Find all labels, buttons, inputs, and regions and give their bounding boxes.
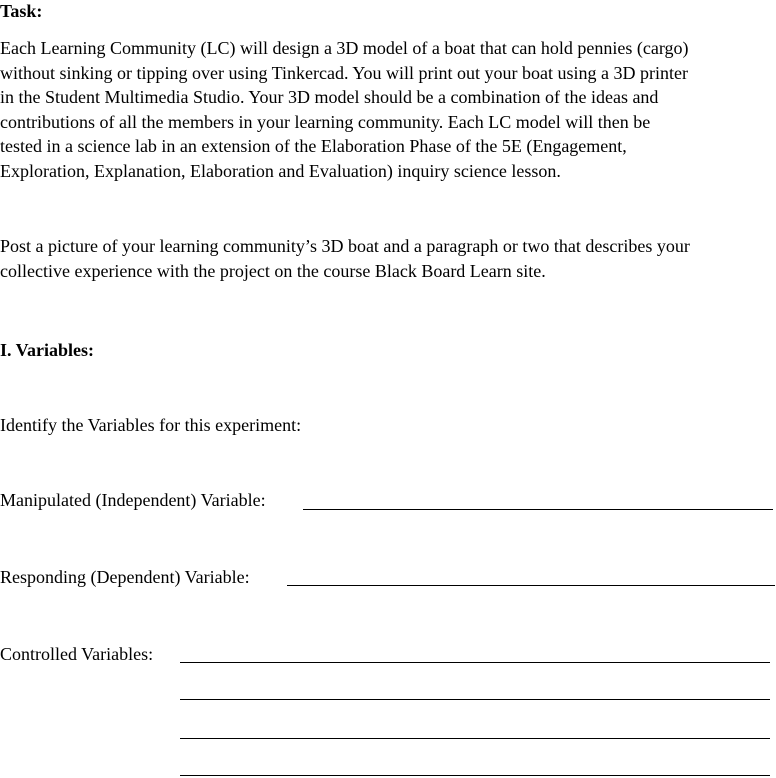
paragraph-line: collective experience with the project on the course Black Board Learn site. — [0, 260, 546, 281]
task-heading: Task: — [0, 1, 43, 21]
paragraph-line: in the Student Multimedia Studio. Your 3D model should be a combination of the ideas and — [0, 87, 659, 107]
variables-instruction: Identify the Variables for this experiment: — [0, 415, 302, 435]
responding-variable-blank[interactable] — [287, 585, 775, 586]
paragraph-line: Exploration, Explanation, Elaboration and Evaluation) inquiry science lesson. — [0, 160, 561, 181]
paragraph-line: without sinking or tipping over using Tinkercad. You will print out your boat using a 3D printer — [0, 62, 688, 83]
controlled-variables-label: Controlled Variables: — [0, 644, 154, 664]
paragraph-line: Post a picture of your learning community’s 3D boat and a paragraph or two that describes your — [0, 236, 690, 256]
controlled-variable-blank-2[interactable] — [180, 699, 770, 700]
manipulated-variable-label: Manipulated (Independent) Variable: — [0, 490, 266, 510]
variables-heading: I. Variables: — [0, 340, 95, 360]
task-paragraph-2 — [0, 234, 776, 283]
controlled-variable-blank-4[interactable] — [180, 775, 770, 776]
manipulated-variable-blank[interactable] — [303, 509, 773, 510]
paragraph-line: tested in a science lab in an extension of the Elaboration Phase of the 5E (Engagement, — [0, 136, 627, 156]
responding-variable-label: Responding (Dependent) Variable: — [0, 567, 250, 587]
task-paragraph-1 — [0, 36, 776, 183]
paragraph-line: Each Learning Community (LC) will design a 3D model of a boat that can hold pennies (cargo) — [0, 38, 689, 58]
paragraph-line: contributions of all the members in your learning community. Each LC model will then be — [0, 111, 651, 132]
controlled-variable-blank-3[interactable] — [180, 738, 770, 739]
controlled-variable-blank-1[interactable] — [180, 662, 770, 663]
